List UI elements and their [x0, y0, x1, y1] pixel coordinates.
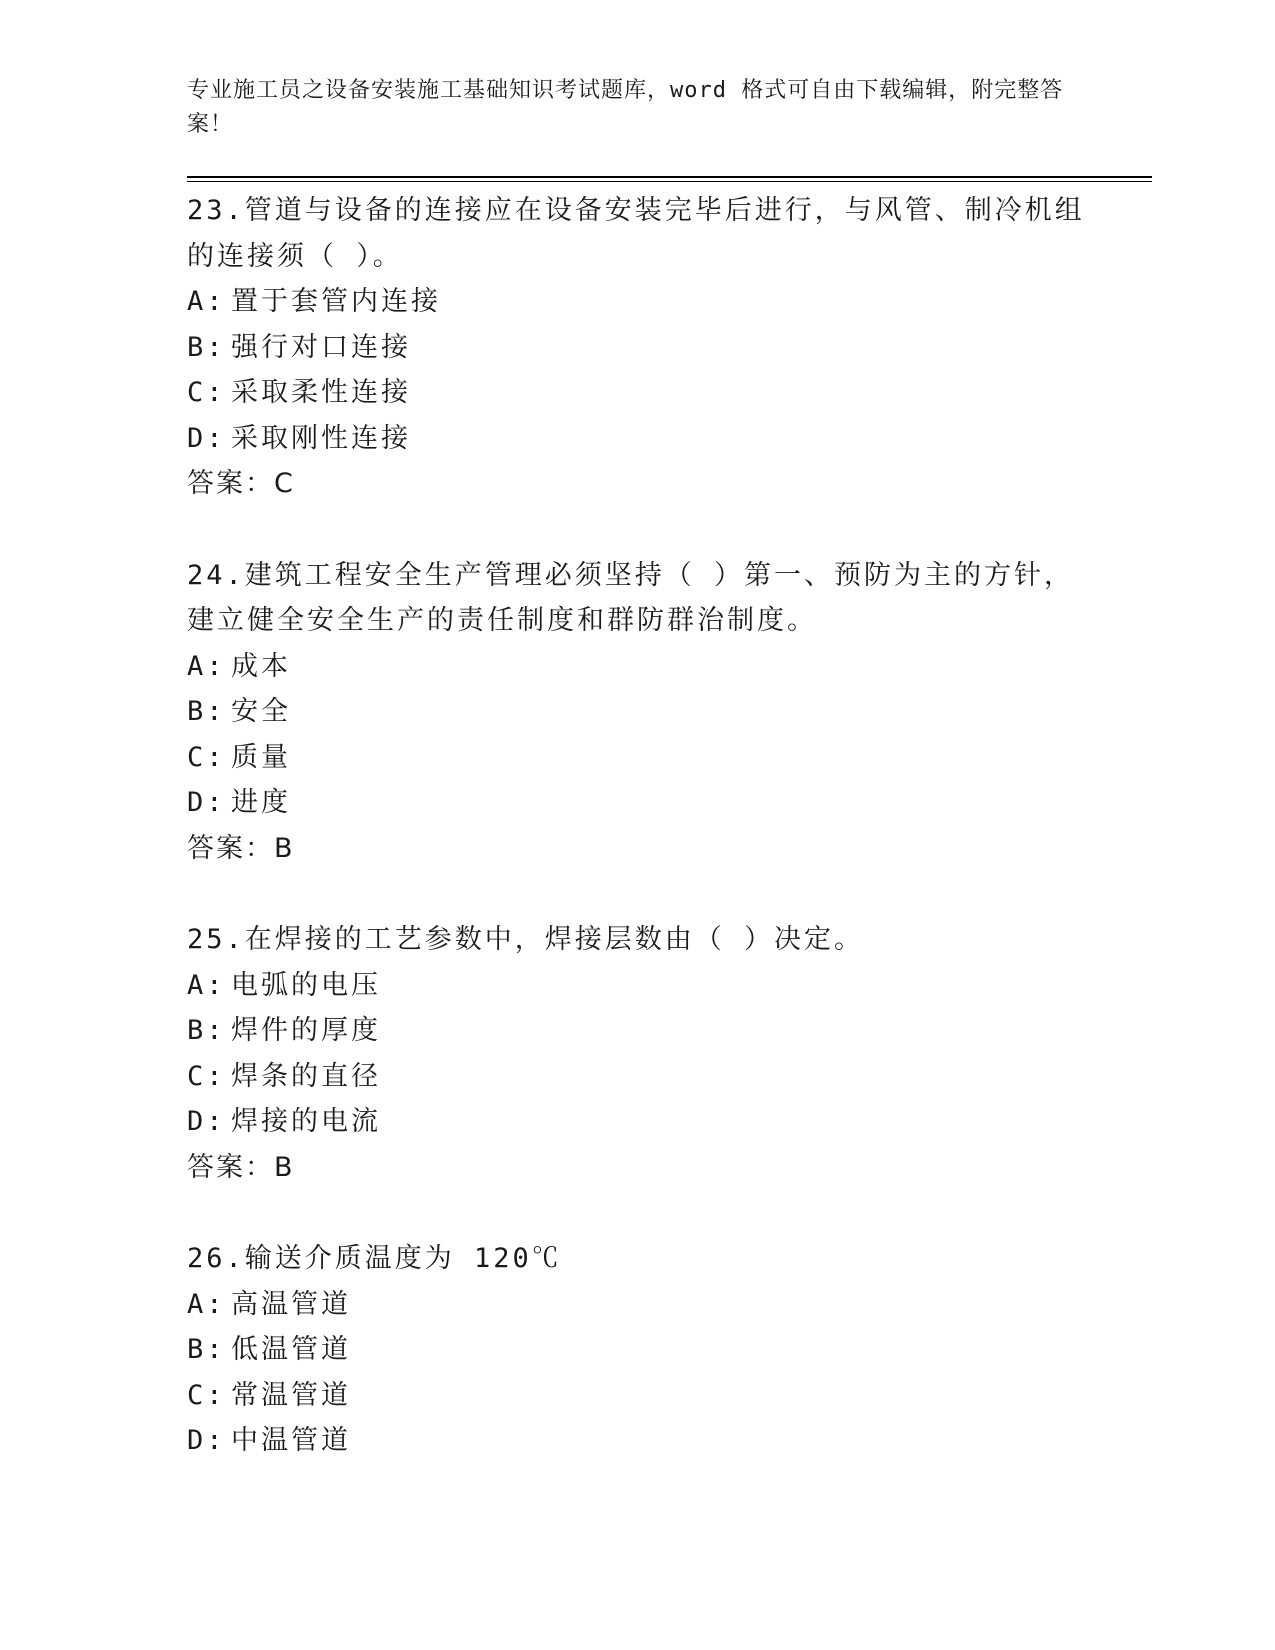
option-text: 电弧的电压 — [231, 969, 381, 1001]
option-key: B: — [187, 696, 226, 727]
header-rule-thin — [187, 181, 1152, 182]
question-26 — [187, 1236, 1087, 1464]
question-24 — [187, 553, 1087, 872]
option-b — [187, 1008, 1087, 1054]
option-text: 质量 — [231, 741, 291, 773]
option-text: 中温管道 — [231, 1425, 351, 1456]
option-b — [187, 689, 1087, 735]
option-d — [187, 1099, 1087, 1145]
question-list — [187, 188, 1087, 1510]
answer-line: 答案：C — [187, 468, 295, 499]
option-a — [187, 1282, 1087, 1328]
option-c — [187, 370, 1087, 416]
option-text: 强行对口连接 — [231, 331, 411, 363]
option-key: B: — [187, 1015, 226, 1046]
option-text: 焊接的电流 — [231, 1106, 381, 1137]
question-stem: 25.在焊接的工艺参数中，焊接层数由（ ）决定。 — [187, 924, 865, 955]
option-c — [187, 735, 1087, 781]
option-d — [187, 416, 1087, 462]
option-text: 安全 — [231, 696, 291, 727]
option-c — [187, 1054, 1087, 1100]
option-b — [187, 325, 1087, 371]
option-b — [187, 1327, 1087, 1373]
question-23 — [187, 188, 1087, 507]
option-key: D: — [187, 787, 226, 818]
option-a — [187, 963, 1087, 1009]
option-a — [187, 279, 1087, 325]
question-stem: 24.建筑工程安全生产管理必须坚持（ ）第一、预防为主的方针，建立健全安全生产的责任制度和群防群治制度。 — [187, 559, 1075, 636]
question-25 — [187, 917, 1087, 1190]
question-stem: 26.输送介质温度为 120℃ — [187, 1243, 562, 1274]
option-key: A: — [187, 650, 226, 682]
option-c — [187, 1373, 1087, 1419]
option-key: A: — [187, 286, 226, 317]
option-key: D: — [187, 1106, 226, 1137]
header-rule-thick — [187, 176, 1152, 178]
document-header: 专业施工员之设备安装施工基础知识考试题库，word 格式可自由下载编辑，附完整答案！ — [187, 78, 1064, 137]
option-text: 成本 — [231, 650, 291, 682]
question-stem: 23.管道与设备的连接应在设备安装完毕后进行，与风管、制冷机组的连接须（ ）。 — [187, 195, 1085, 272]
answer-line: 答案：B — [187, 832, 295, 864]
option-text: 焊条的直径 — [231, 1060, 381, 1092]
option-key: D: — [187, 422, 226, 454]
option-key: A: — [187, 1288, 226, 1320]
option-key: C: — [187, 377, 226, 408]
option-text: 置于套管内连接 — [231, 286, 441, 317]
option-key: D: — [187, 1425, 226, 1456]
option-key: C: — [187, 1379, 226, 1411]
option-key: B: — [187, 1334, 226, 1365]
option-text: 进度 — [231, 787, 291, 818]
option-text: 常温管道 — [231, 1379, 351, 1411]
option-key: C: — [187, 1060, 226, 1092]
option-key: B: — [187, 331, 226, 363]
option-a — [187, 644, 1087, 690]
option-text: 高温管道 — [231, 1288, 351, 1320]
answer-line: 答案：B — [187, 1151, 295, 1183]
option-key: A: — [187, 969, 226, 1001]
option-text: 采取柔性连接 — [231, 377, 411, 408]
option-d — [187, 780, 1087, 826]
option-d — [187, 1418, 1087, 1464]
option-text: 采取刚性连接 — [231, 422, 411, 454]
option-key: C: — [187, 741, 226, 773]
option-text: 焊件的厚度 — [231, 1015, 381, 1046]
option-text: 低温管道 — [231, 1334, 351, 1365]
